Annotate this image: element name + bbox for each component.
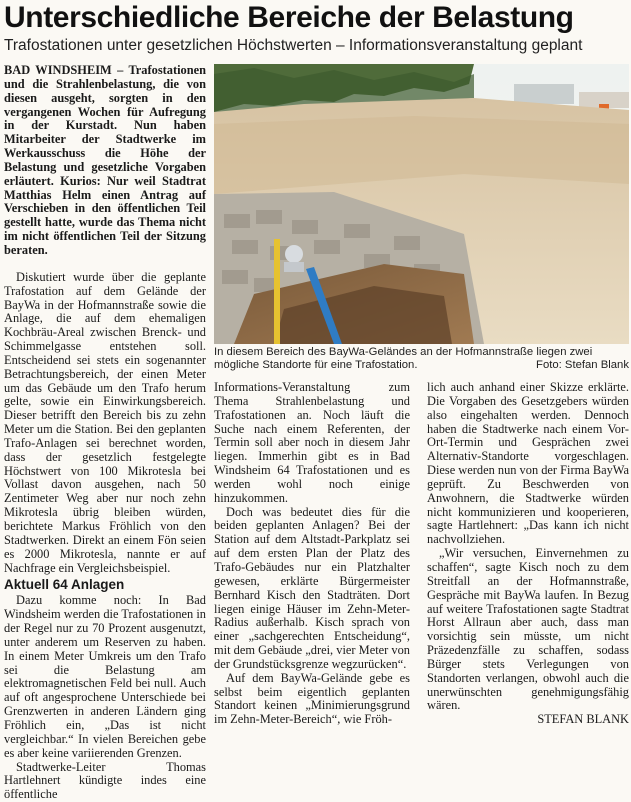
body-paragraph bbox=[427, 547, 629, 727]
body-paragraph: Doch was bedeutet dies für die beiden geplanten Anlagen? Bei der Station auf dem Altstadt-Parkplatz sei auf dem ersten Plan der Platz des Trafo-Gebäudes nur ein Platzhalter gewesen, erklärte Bürgermeister Bernhard Kisch den Stadträten. Dort liegen einige Häuser im Zehn-Meter-Radius außerhalb. Kisch sprach von einer „sachgerechten Entscheidung“, mit dem Gebäude „drei, vier Meter von der Grundstücksgrenze wegzurücken“. bbox=[214, 506, 410, 672]
article-photo bbox=[214, 64, 629, 344]
construction-site-photo bbox=[214, 64, 629, 344]
body-paragraph: Diskutiert wurde über die geplante Trafostation auf dem Gelände der BayWa in der Hofmannstraße sowie die Anlage, die auf dem ehemaligen Kochbräu-Areal zwischen Brenck- und Schimmelgasse entstehen soll. Entscheidend sei stets ein sogenannter Betrachtungsbereich, der einen Meter um das Gebäude um den Trafo herum gelte, sowie ein Einwirkungsbereich. Dieser betrifft den Bereich bis zu zehn Meter um die Station. Bei den geplanten Trafo-Anlagen sei berechnet worden, dass der gesetzlich festgelegte Höchstwert von 100 Mikrotesla bei Vollast davon ausgehen, nach 50 Zentimeter Weg aber nur noch zehn Mikrotesla übrig bleiben würden, berichtete Markus Fröhlich von den Stadtwerken. Direkt an einem Fön seien es 2000 Mikrotesla, nannte er auf Nachfrage ein Vergleichsbeispiel. bbox=[4, 271, 206, 576]
column-3 bbox=[427, 381, 629, 727]
body-paragraph: Informations-Veranstaltung zum Thema Strahlenbelastung und Trafostationen an. Noch läuft die Suche nach einem Referenten, der Termin soll aber noch in diesem Jahr liegen. Immerhin gibt es in Bad Windsheim 64 Trafostationen und es werden wohl noch einige hinzukommen. bbox=[214, 381, 410, 506]
subheadline: Trafostationen unter gesetzlichen Höchstwerten – Informationsveranstaltung geplant bbox=[4, 36, 629, 56]
section-heading: Aktuell 64 Anlagen bbox=[4, 577, 206, 593]
photo-credit: Foto: Stefan Blank bbox=[536, 359, 629, 372]
lead-text: Trafostationen und die Strahlenbelastung, die von diesen ausgeht, sorgten in den vergangenen Wochen für Aufregung in der Kurstadt. Nun haben Mitarbeiter der Stadtwerke im Werkausschuss die Höhe der Belastung und gesetzliche Vorgaben erläutert. Kurios: Nur weil Stadtrat Matthias Helm einen Antrag auf Verschieben in den öffentlichen Teil gestellt hatte, wurde das Thema nicht im nicht öffentlichen Teil der Sitzung beraten. bbox=[4, 63, 206, 257]
column-1 bbox=[4, 64, 206, 802]
body-text: „Wir versuchen, Einvernehmen zu schaffen“, sagte Kisch noch zu dem Streitfall an der Hofmannstraße, Gespräche mit BayWa laufen. In Bezug auf weitere Trafostationen sagte Stadtrat Horst Allraun aber auch, dass man vorsichtig sein müsste, um nicht Präzedenzfälle zu schaffen, sodass Bürger stets Verlegungen von Standorten verlangen, obwohl auch die unerwünschten genehmigungsfähig wären. bbox=[427, 546, 629, 712]
body-paragraph: Dazu komme noch: In Bad Windsheim werden die Trafostationen in der Regel nur zu 70 Prozent ausgenutzt, unter anderem um Reserven zu haben. In einem Meter Umkreis um den Trafo sei die Belastung am elektromagnetischen Feld bei null. Auch auf oft angesprochene Unterschiede bei Grenzwerten in anderen Ländern ging Fröhlich ein, „Das ist nicht vergleichbar.“ In vielen Bereichen gebe es aber keine variierenden Grenzen. bbox=[4, 594, 206, 760]
body-paragraph: Stadtwerke-Leiter Thomas Hartlehnert kündigte indes eine öffentliche bbox=[4, 761, 206, 802]
column-2 bbox=[214, 381, 410, 727]
body-paragraph: lich auch anhand einer Skizze erklärte. Die Vorgaben des Gesetzgebers würden also eingehalten werden. Dennoch haben die Stadtwerke nach einem Vor-Ort-Termin und Gesprächen zwei Alternativ-Standorte vorgeschlagen. Diese werden nun von der Firma BayWa geprüft. Zu Beschwerden von Anwohnern, die Stadtwerke würden nicht kommunizieren und kooperieren, sagte Hartlehnert: „Das kann ich nicht nachvollziehen. bbox=[427, 381, 629, 547]
photo-caption bbox=[214, 346, 629, 372]
headline: Unterschiedliche Bereiche der Belastung bbox=[4, 0, 629, 36]
dateline: BAD WINDSHEIM – bbox=[4, 63, 123, 77]
author-byline: STEFAN BLANK bbox=[427, 713, 629, 727]
lead-paragraph bbox=[4, 64, 206, 258]
caption-text: In diesem Bereich des BayWa-Geländes an der Hofmannstraße liegen zwei mögliche Standorte für eine Trafostation. bbox=[214, 346, 592, 371]
body-paragraph: Auf dem BayWa-Gelände gebe es selbst beim eigentlich geplanten Standort keinen „Minimierungsgrund im Zehn-Meter-Bereich“, wie Fröh- bbox=[214, 672, 410, 727]
